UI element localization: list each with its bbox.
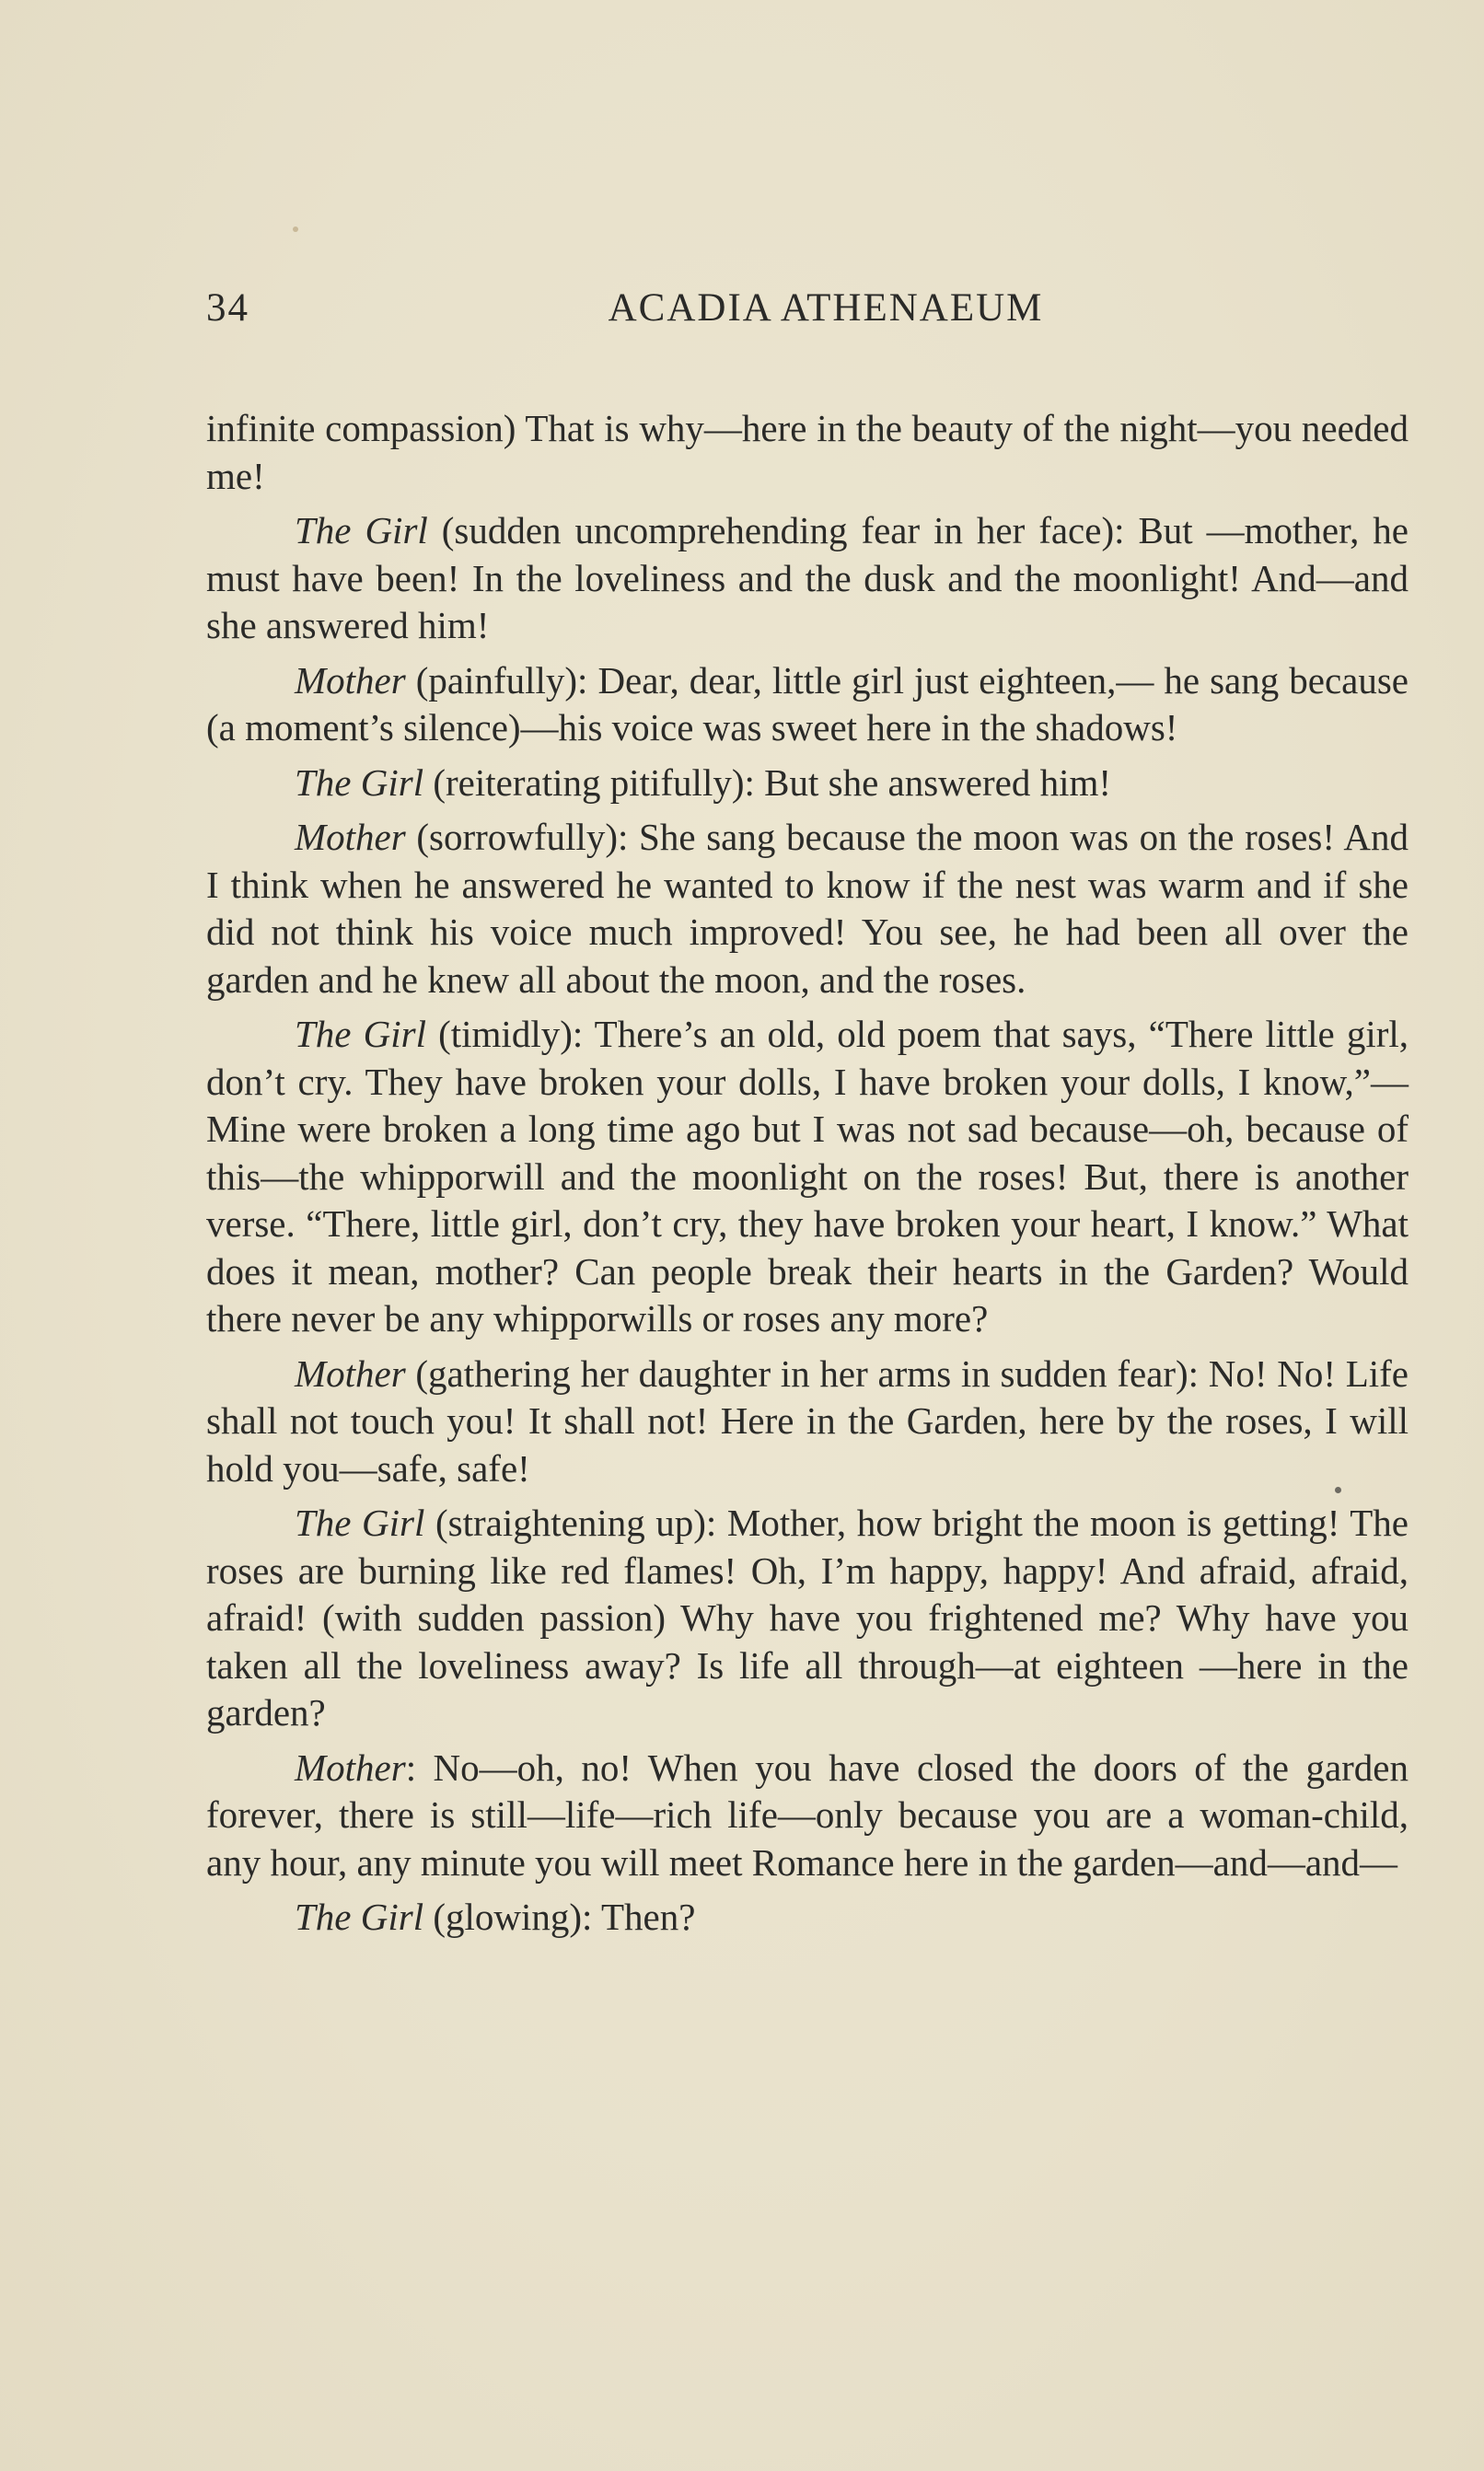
paragraph: [206, 405, 1409, 500]
running-head: [206, 285, 1409, 350]
paragraph-text: (sudden uncomprehending fear in her face): But —mother, he must have been! In the loveliness and the dusk and the moonlight! And—and she answered him!: [206, 509, 1409, 646]
journal-title: ACADIA ATHENAEUM: [608, 286, 1044, 330]
speaker-name: The Girl: [295, 760, 424, 804]
paragraph-text: (sorrowfully): She sang because the moon was on the roses! And I think when he answered he wanted to know if the nest was warm and if she did not think his voice much improved! You see, he had been all over the garden and he knew all about the moon, and the roses.: [206, 816, 1409, 1001]
speaker-name: Mother: [295, 1746, 406, 1789]
dialogue-text: [206, 405, 1409, 1942]
paper-speck: [293, 226, 298, 232]
paragraph: [206, 814, 1409, 1003]
paragraph-text: infinite compassion) That is why—here in the beauty of the night—you needed me!: [206, 407, 1409, 497]
speaker-name: Mother: [295, 816, 406, 858]
paragraph-text: : No—oh, no! When you have closed the doors of the garden forever, there is still—life—rich life—only because you are a woman-child, any hour, any minute you will meet Romance here in the garden—and—and—: [206, 1746, 1409, 1884]
paragraph: [206, 1745, 1409, 1887]
paragraph: [206, 760, 1409, 807]
paragraph: [206, 1894, 1409, 1942]
speaker-name: The Girl: [295, 1502, 425, 1544]
paragraph-text: (timidly): There’s an old, old poem that says, “There little girl, don’t cry. They have broken your dolls, I have broken your dolls, I know,”—Mine were broken a long time ago but I was not sad because—oh, because of this—the whipporwill and the moonlight on the roses! But, there is another verse. “There, little girl, don’t cry, they have broken your heart, I know.” What does it mean, mother? Can people break their hearts in the Garden? Would there never be any whipporwills or roses any more?: [206, 1013, 1409, 1340]
paragraph: [206, 1351, 1409, 1493]
paragraph-text: (reiterating pitifully): But she answered him!: [423, 760, 1112, 804]
speaker-name: The Girl: [295, 509, 428, 551]
paragraph: [206, 657, 1409, 752]
paragraph-text: (straightening up): Mother, how bright the moon is getting! The roses are burning like red flames! Oh, I’m happy, happy! And afraid, afraid, afraid! (with sudden passion) Why have you frightened me? Why have you taken all the loveliness away? Is life all through—at eighteen —here in the garden?: [206, 1502, 1409, 1734]
paragraph: [206, 1011, 1409, 1343]
page-body: [206, 285, 1409, 1949]
paragraph-text: (glowing): Then?: [423, 1896, 696, 1938]
speaker-name: Mother: [295, 1352, 406, 1395]
paragraph: [206, 1500, 1409, 1737]
paragraph-text: (painfully): Dear, dear, little girl just eighteen,— he sang because (a moment’s silence)—his voice was sweet here in the shadows!: [206, 658, 1409, 748]
paragraph-text: (gathering her daughter in her arms in sudden fear): No! No! Life shall not touch you! It shall not! Here in the Garden, here by the roses, I will hold you—safe, safe!: [206, 1352, 1409, 1490]
page-number: 34: [206, 286, 249, 330]
paragraph: [206, 507, 1409, 650]
speaker-name: Mother: [295, 658, 406, 702]
speaker-name: The Girl: [295, 1896, 424, 1938]
speaker-name: The Girl: [295, 1013, 426, 1055]
